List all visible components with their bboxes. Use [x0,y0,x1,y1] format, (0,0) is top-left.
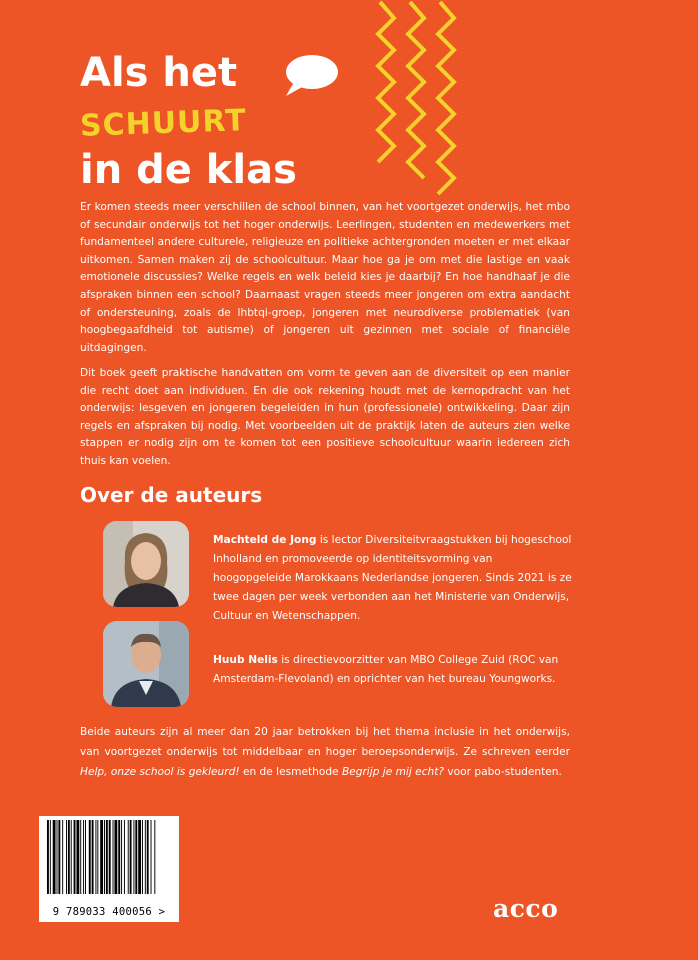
barcode-bar [92,820,94,894]
closing-text: voor pabo-studenten. [444,766,562,778]
closing-text: Beide auteurs zijn al meer dan 20 jaar betrokken bij het thema inclusie in het onderwijs, van voortgezet onderwijs tot middelbaar en hoger beroepsonderwijs. Ze schreven eerder [80,726,570,758]
barcode-bar [68,820,70,894]
author-photo-machteld [103,521,189,607]
barcode-bar [113,820,114,894]
zigzag-decoration-icon [360,0,470,200]
barcode-bar [133,820,134,894]
author-portrait-icon [103,621,189,707]
barcode-bar [114,820,117,894]
closing-paragraph [80,722,570,782]
barcode-bar [71,820,72,894]
book-title-begrijp: Begrijp je mij echt? [341,766,445,778]
barcode-bar [74,820,76,894]
book-title [80,50,297,194]
publisher-logo: acco [493,894,559,923]
barcode-bar [76,820,79,894]
barcode-digits: 9 789033 400056 > [52,906,166,918]
barcode-bar [97,820,98,894]
barcode-bar [53,820,56,894]
barcode-bar [138,820,141,894]
title-line-3: in de klas [80,147,297,193]
barcode-bar [147,820,149,894]
barcode-bar [47,820,49,894]
barcode-bar [145,820,146,894]
isbn-barcode [39,816,179,922]
author-name: Huub Nelis [213,654,278,666]
barcode-bar [154,820,155,894]
barcode-bar [124,820,125,894]
barcode-bar [85,820,86,894]
barcode-bar [62,820,63,894]
barcode-bar [83,820,84,894]
author-bio-text: is lector Diversiteitvraagstukken bij hogeschool Inholland en promoveerde op identiteitsvorming van hoogopgeleide Marokkaans Nederlandse jongeren. Sinds 2021 is ze twee dagen per week verbonden aan het Ministerie van Onderwijs, Cultuur en Wetenschappen. [213,534,572,622]
barcode-bar [130,820,132,894]
author-portrait-icon [103,521,189,607]
author-bio-huub [213,651,573,689]
barcode-bar [100,820,103,894]
authors-heading: Over de auteurs [80,483,263,507]
barcode-bar [135,820,137,894]
barcode-bar [142,820,143,894]
title-highlight: SCHUURT [79,103,248,144]
barcode-bar [106,820,108,894]
barcode-bar [57,820,58,894]
barcode-bar [128,820,129,894]
barcode-bar [66,820,67,894]
closing-text: en de lesmethode [239,766,342,778]
barcode-bar [121,820,122,894]
intro-paragraph: Er komen steeds meer verschillen de school binnen, van het voortgezet onderwijs, het mbo of secundair onderwijs tot het hoger onderwijs. Leerlingen, studenten en medewerkers met fundamenteel andere culturele, religieuze en politieke achtergronden moeten er met elkaar uitkomen. Samen maken zij de schoolcultuur. Maar hoe ga je om met die lastige en vaak emotionele discussies? Welke regels en welk beleid kies je daarbij? En hoe handhaaf je die afspraken binnen een school? Daarnaast vragen steeds meer jongeren om extra aandacht of ondersteuning, zoals de lhbtqi-groep, jongeren met neurodiverse problematiek (van hoogbegaafdheid tot autisme) of jongeren uit gezinnen met sociale of financiële uitdagingen. [80,201,570,354]
barcode-bar [104,820,105,894]
book-title-help: Help, onze school is gekleurd! [80,766,240,778]
author-photo-huub [103,621,189,707]
second-paragraph: Dit boek geeft praktische handvatten om vorm te geven aan de diversiteit op een manier die recht doet aan individuen. En die ook rekening houdt met de kernopdracht van het onderwijs: lesgeven en jongeren begeleiden in hun (professionele) ontwikkeling. Daar zijn regels en afspraken bij nodig. Met voorbeelden uit de praktijk laten de auteurs zien welke stappen er nodig zijn om te komen tot een positieve schoolcultuur waarin iedereen zich thuis kan voelen. [80,367,570,467]
author-bio-machteld [213,531,573,626]
author-bio-text: is directievoorzitter van MBO College Zuid (ROC van Amsterdam-Flevoland) en oprichter van het bureau Youngworks. [213,654,559,685]
barcode-bar [151,820,152,894]
barcode-bars [39,820,179,908]
barcode-bar [58,820,60,894]
barcode-bar [89,820,91,894]
barcode-bar [50,820,51,894]
speech-bubble-icon [280,52,340,98]
author-name: Machteld de Jong [213,534,317,546]
barcode-bar [109,820,111,894]
barcode-bar [118,820,120,894]
title-line-1: Als het [80,50,238,96]
barcode-bar [95,820,96,894]
barcode-bar [80,820,81,894]
